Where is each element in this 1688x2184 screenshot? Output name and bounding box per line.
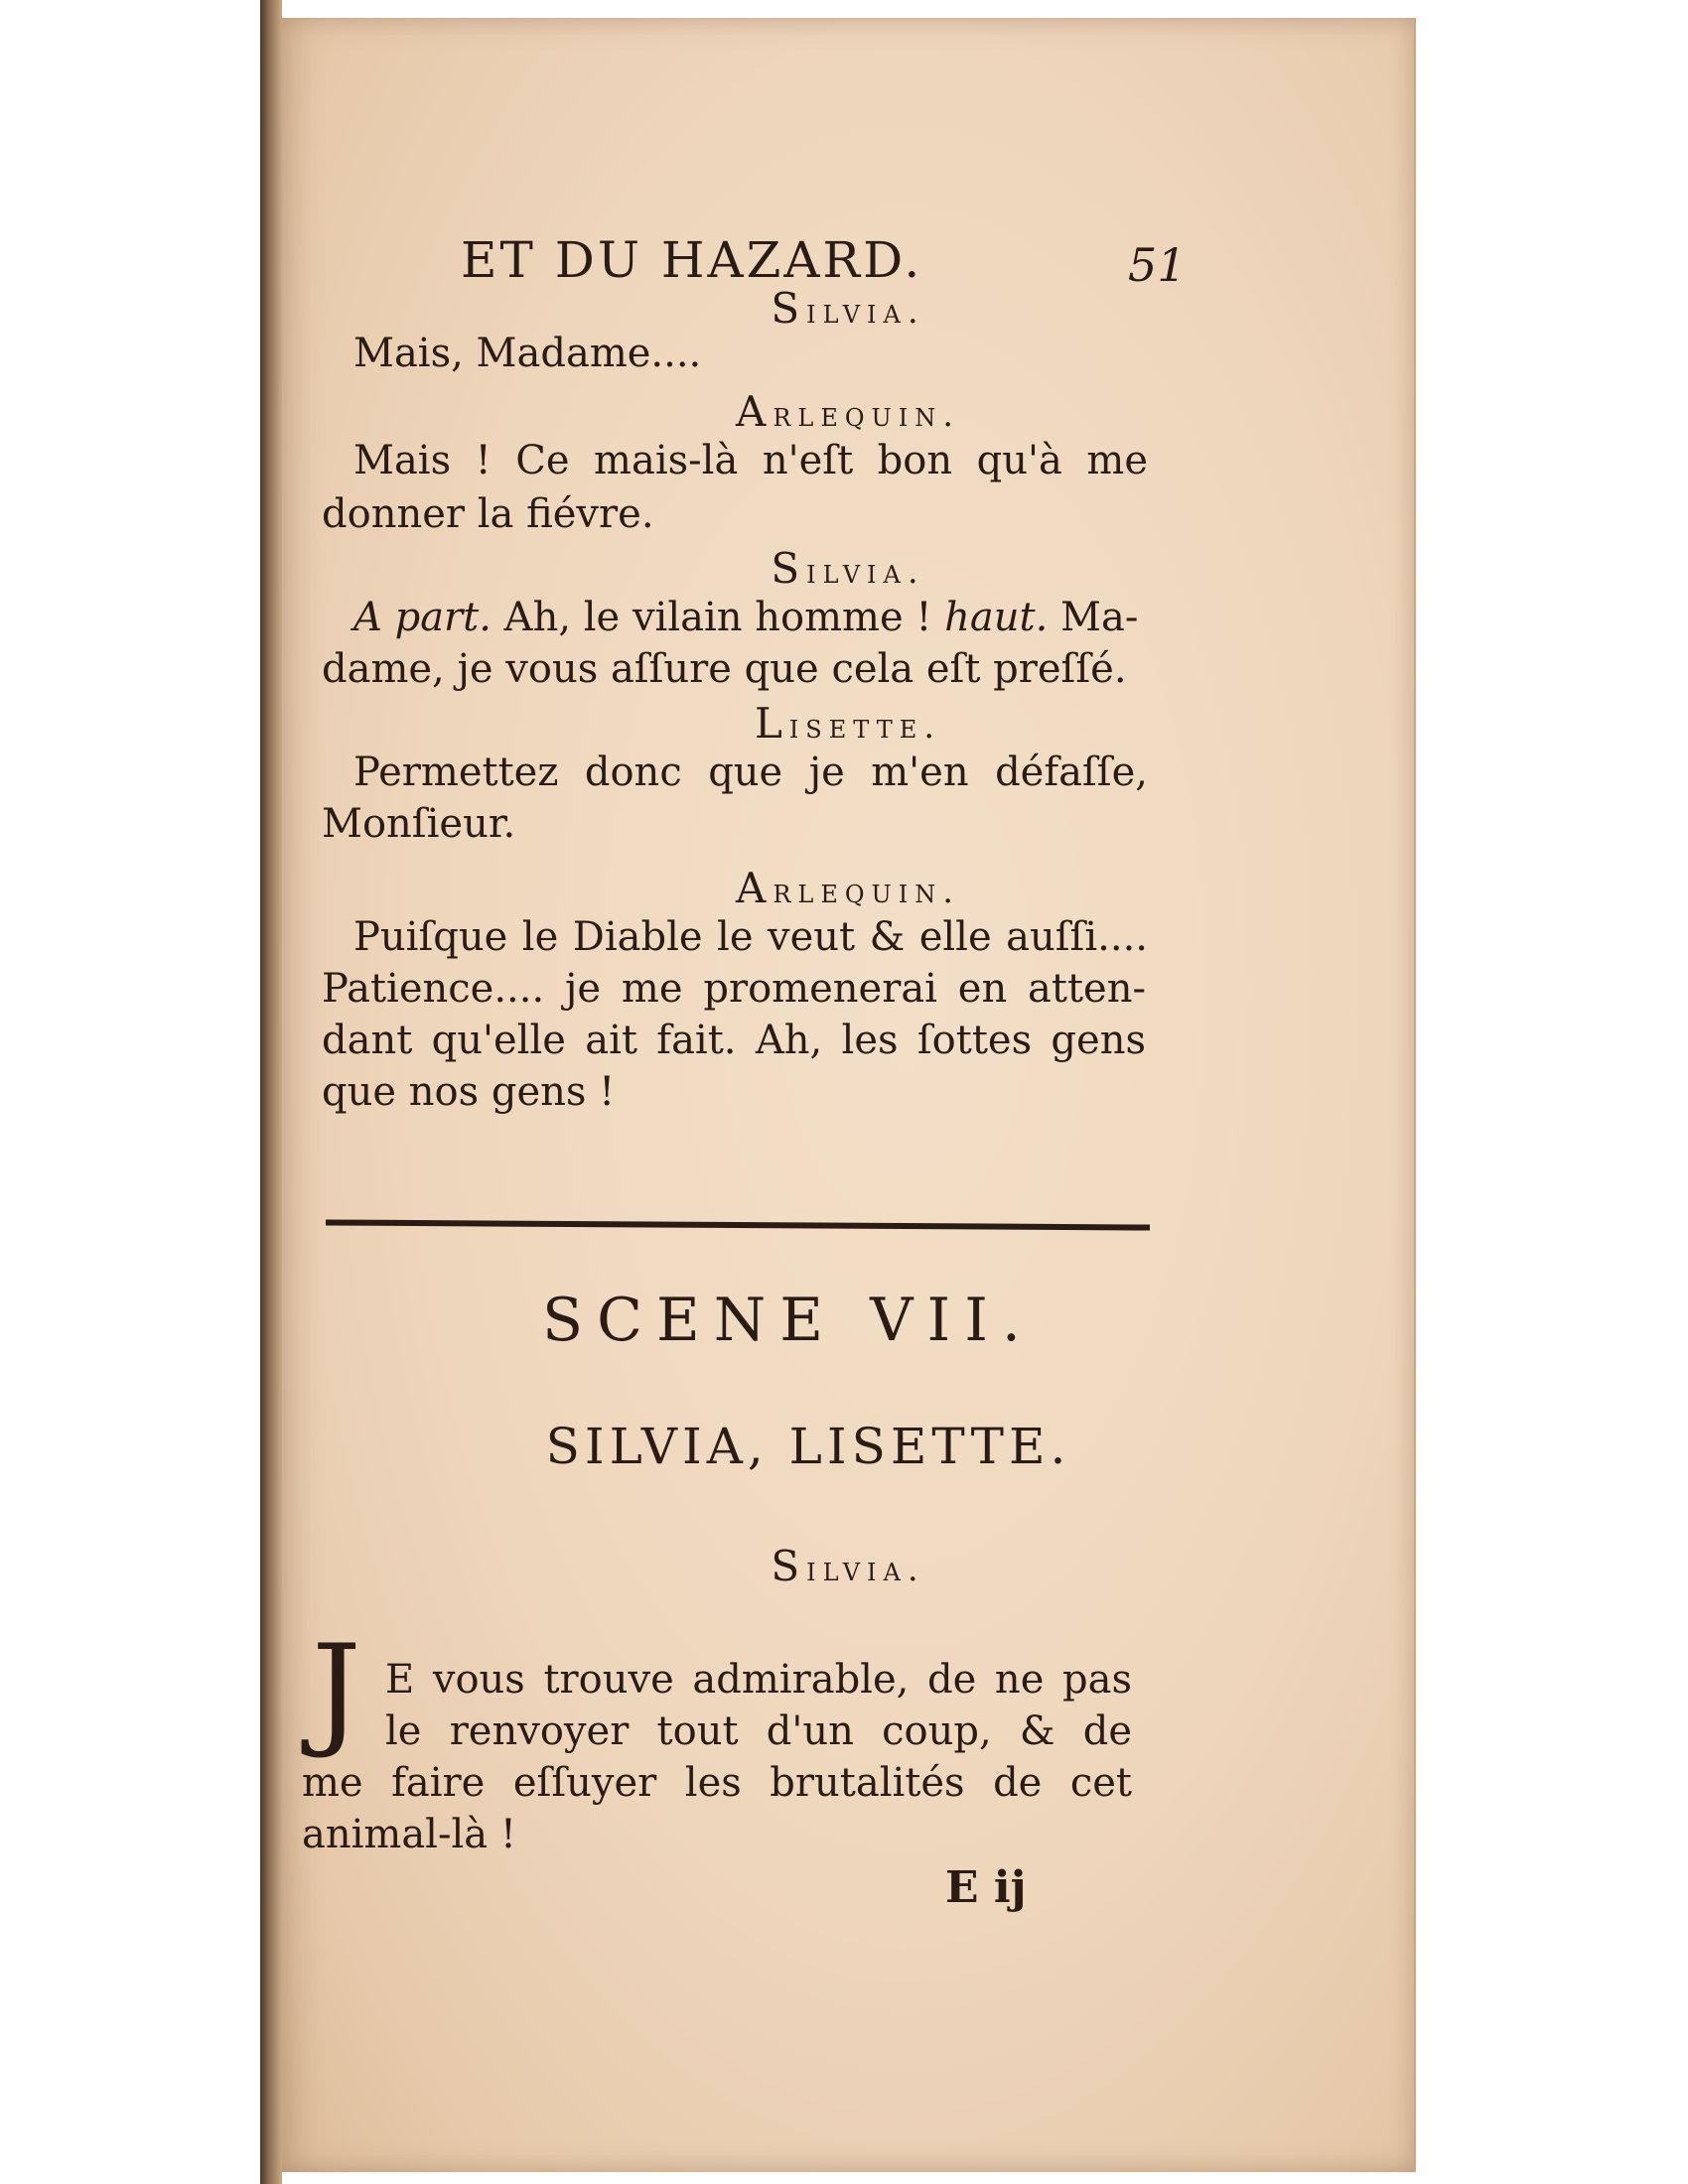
dialogue-text: Ma- <box>1048 595 1139 640</box>
book-page <box>282 18 1416 2172</box>
dialogue-line: dame, je vous aſſure que cela eſt preſſé. <box>322 646 1127 692</box>
dialogue-line: dant qu'elle ait fait. Ah, les ſottes gens <box>322 1018 1146 1063</box>
dialogue-text: Ah, le vilain homme ! <box>491 595 945 640</box>
dialogue-line: que nos gens ! <box>322 1069 616 1115</box>
dialogue-line: Permettez donc que je m'en défaſſe, <box>353 750 1148 795</box>
stage-direction: haut. <box>944 595 1049 640</box>
scene-cast: SILVIA, LISETTE. <box>545 1418 1071 1475</box>
running-head: ET DU HAZARD. <box>461 231 923 289</box>
scene-title: SCENE VII. <box>542 1286 1035 1355</box>
dialogue-line: Monſieur. <box>322 801 516 847</box>
dialogue-line: Patience.... je me promenerai en atten- <box>322 966 1146 1012</box>
dialogue-line-with-stage-directions <box>353 592 1138 643</box>
speaker-name: Silvia. <box>771 544 925 593</box>
dialogue-line: me faire eſſuyer les brutalités de cet <box>302 1760 1132 1806</box>
book-spine-edge <box>260 0 282 2184</box>
speaker-name: Lisette. <box>754 699 942 748</box>
dialogue-line: Puiſque le Diable le veut & elle auſſi.... <box>353 914 1148 960</box>
speaker-name: Silvia. <box>771 1542 925 1590</box>
drop-cap-letter: J <box>312 1619 361 1762</box>
dialogue-line: Mais, Madame.... <box>353 331 702 376</box>
page-number: 51 <box>1128 238 1187 292</box>
dialogue-line: Mais ! Ce mais-là n'eſt bon qu'à me <box>353 438 1148 483</box>
speaker-name: Arlequin. <box>735 387 961 436</box>
speaker-name: Silvia. <box>771 284 925 333</box>
speaker-name: Arlequin. <box>735 864 961 912</box>
signature-catchword: E ij <box>945 1862 1027 1913</box>
dialogue-line: E vous trouve admirable, de ne pas <box>385 1657 1132 1703</box>
dialogue-line: donner la fiévre. <box>322 491 654 537</box>
stage-direction: A part. <box>353 595 492 640</box>
dialogue-line: le renvoyer tout d'un coup, & de <box>385 1708 1132 1754</box>
scene-divider-rule <box>326 1219 1150 1230</box>
dialogue-line: animal-là ! <box>302 1812 516 1857</box>
